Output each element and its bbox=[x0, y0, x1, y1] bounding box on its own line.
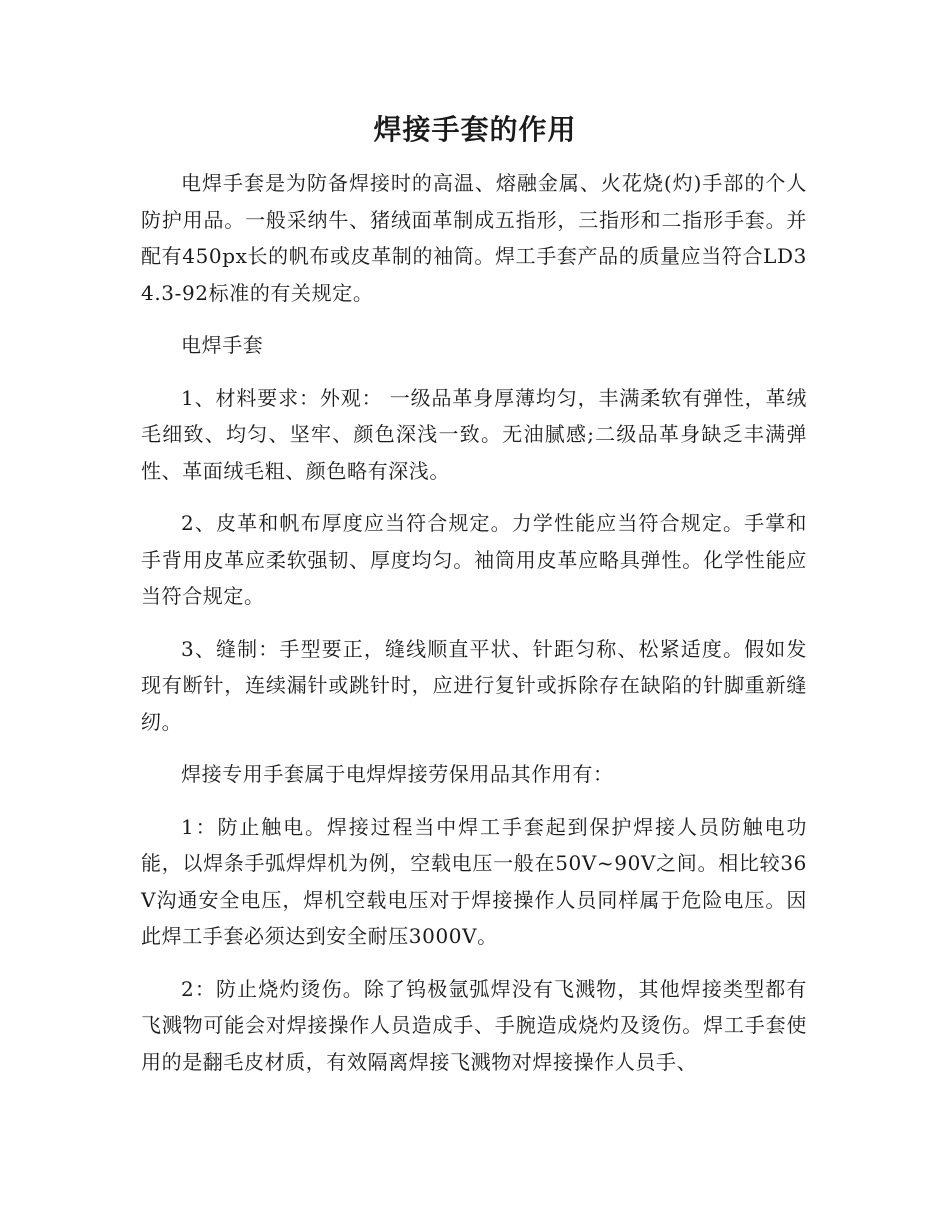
paragraph-material-requirements: 1、材料要求：外观： 一级品革身厚薄均匀，丰满柔软有弹性，革绒毛细致、均匀、坚牢、颜色深浅一致。无油腻感;二级品革身缺乏丰满弹性、革面绒毛粗、颜色略有深浅。 bbox=[141, 385, 807, 483]
paragraph-intro: 电焊手套是为防备焊接时的高温、熔融金属、火花烧(灼)手部的个人防护用品。一般采纳牛、猪绒面革制成五指形，三指形和二指形手套。并配有450px长的帆布或皮革制的袖筒。焊工手套产品的质量应当符合LD34.3-92标准的有关规定。 bbox=[141, 171, 807, 305]
paragraph-thickness: 2、皮革和帆布厚度应当符合规定。力学性能应当符合规定。手掌和手背用皮革应柔软强韧、厚度均匀。袖筒用皮革应略具弹性。化学性能应当符合规定。 bbox=[141, 511, 807, 608]
document-body bbox=[141, 165, 807, 1096]
paragraph-heading-welding-gloves: 电焊手套 bbox=[181, 333, 264, 357]
paragraph-sewing: 3、缝制：手型要正，缝线顺直平状、针距匀称、松紧适度。假如发现有断针，连续漏针或跳针时，应进行复针或拆除存在缺陷的针脚重新缝纫。 bbox=[141, 636, 807, 734]
document-title: 焊接手套的作用 bbox=[373, 113, 577, 146]
paragraph-anti-shock: 1：防止触电。焊接过程当中焊工手套起到保护焊接人员防触电功能，以焊条手弧焊焊机为例，空载电压一般在50V~90V之间。相比较36V沟通安全电压，焊机空载电压对于焊接操作人员同样属于危险电压。因此焊工手套必须达到安全耐压3000V。 bbox=[141, 814, 807, 948]
paragraph-functions-intro: 焊接专用手套属于电焊焊接劳保用品其作用有： bbox=[181, 762, 614, 786]
paragraph-anti-burn: 2：防止烧灼烫伤。除了钨极氩弧焊没有飞溅物，其他焊接类型都有飞溅物可能会对焊接操作人员造成手、手腕造成烧灼及烫伤。焊工手套使用的是翻毛皮材质，有效隔离焊接飞溅物对焊接操作人员手、 bbox=[141, 976, 807, 1074]
